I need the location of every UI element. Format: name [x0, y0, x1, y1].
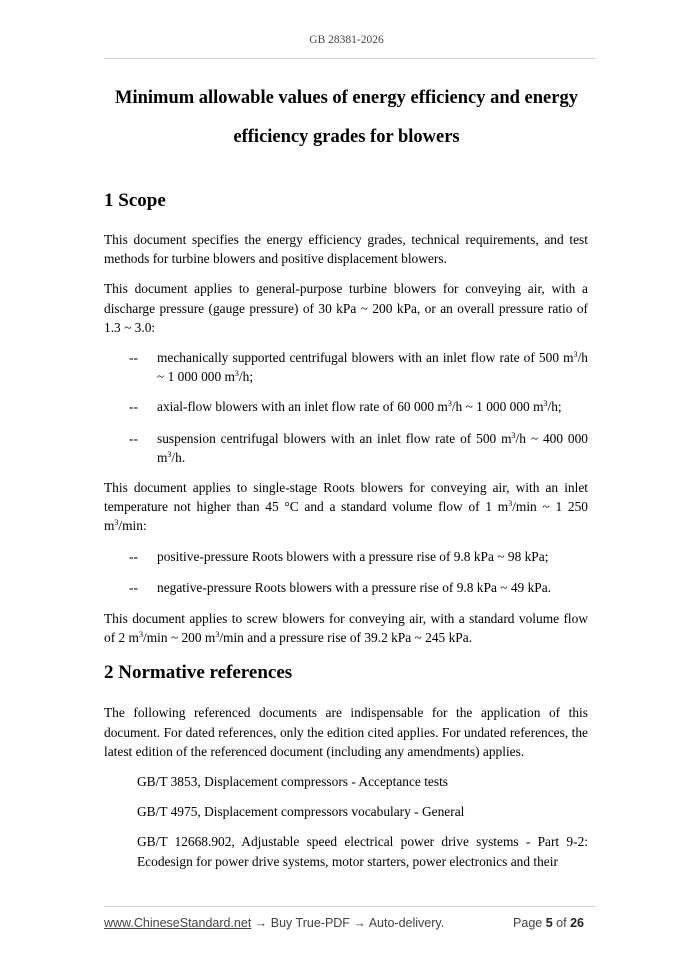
scope-paragraph-1: This document specifies the energy efficiency grades, technical requirements, and test methods for turbine blowers and positive displacement blowers. — [104, 232, 588, 267]
list-item: -- mechanically supported centrifugal blowers with an inlet flow rate of 500 $m^3/h$ ~ 1 000 000 $m^3/h$; — [129, 350, 588, 385]
list-item: -- suspension centrifugal blowers with an inlet flow rate of 500 $m^3/h$ ~ 400 000 $m^3/h$. — [129, 430, 588, 465]
scope-paragraph-3: This document applies to single-stage Roots blowers for conveying air, with an inlet temperature not higher than 45 °C and a standard volume flow of 1 $m^3/\min$ ~ 1 250 $m^3/\min$: — [104, 480, 588, 534]
list-dash: -- — [129, 399, 138, 415]
current-page: 5 — [545, 916, 553, 930]
header-divider — [104, 58, 596, 59]
running-header: GB 28381-2026 — [309, 34, 384, 46]
normative-paragraph-1: The following referenced documents are indispensable for the application of this document. For dated references, only the edition cited applies. For undated references, the latest edition of the referenced document (including any amendments) applies. — [104, 705, 588, 759]
list-dash: -- — [129, 350, 138, 366]
list-dash: -- — [129, 579, 138, 595]
site-link[interactable]: www.ChineseStandard.net — [104, 916, 252, 930]
list-item: -- positive-pressure Roots blowers with a pressure rise of 9.8 kPa ~ 98 kPa; — [104, 547, 588, 566]
section-heading-scope: 1 Scope — [104, 190, 166, 211]
list-item: -- negative-pressure Roots blowers with a pressure rise of 9.8 kPa ~ 49 kPa. — [104, 578, 588, 597]
reference-item: GB/T 12668.902, Adjustable speed electrical power drive systems - Part 9-2: Ecodesign for power drive systems, motor starters, power electronics and their — [137, 834, 588, 869]
total-pages: 26 — [570, 916, 584, 930]
list-item: -- axial-flow blowers with an inlet flow rate of 60 000 $m^3/h$ ~ 1 000 000 $m^3/h$; — [104, 397, 588, 416]
title-line-2: efficiency grades for blowers — [233, 127, 460, 147]
list-dash: -- — [129, 430, 138, 446]
reference-item: GB/T 3853, Displacement compressors - Acceptance tests — [137, 774, 449, 790]
page-footer — [104, 916, 584, 934]
scope-paragraph-2: This document applies to general-purpose turbine blowers for conveying air, with a discharge pressure (gauge pressure) of 30 kPa ~ 200 kPa, or an overall pressure ratio of 1.3 ~ 3.0: — [104, 281, 588, 335]
section-heading-normative-references: 2 Normative references — [104, 662, 293, 684]
title-line-1: Minimum allowable values of energy efficiency and energy — [115, 88, 578, 108]
document-body — [104, 188, 588, 882]
scope-paragraph-4: This document applies to screw blowers for conveying air, with a standard volume flow of 2 $m^3/\min$ ~ 200 $m^3/\min$ and a pressure rise of 39.2 kPa ~ 245 kPa. — [104, 611, 588, 646]
reference-item: GB/T 4975, Displacement compressors vocabulary - General — [137, 804, 465, 820]
footer-promo-text: → Buy True-PDF → Auto-delivery. — [251, 916, 445, 930]
page-number: Page 5 of 26 — [513, 916, 584, 930]
document-title — [90, 79, 603, 157]
footer-divider — [104, 906, 596, 907]
list-dash: -- — [129, 548, 138, 564]
